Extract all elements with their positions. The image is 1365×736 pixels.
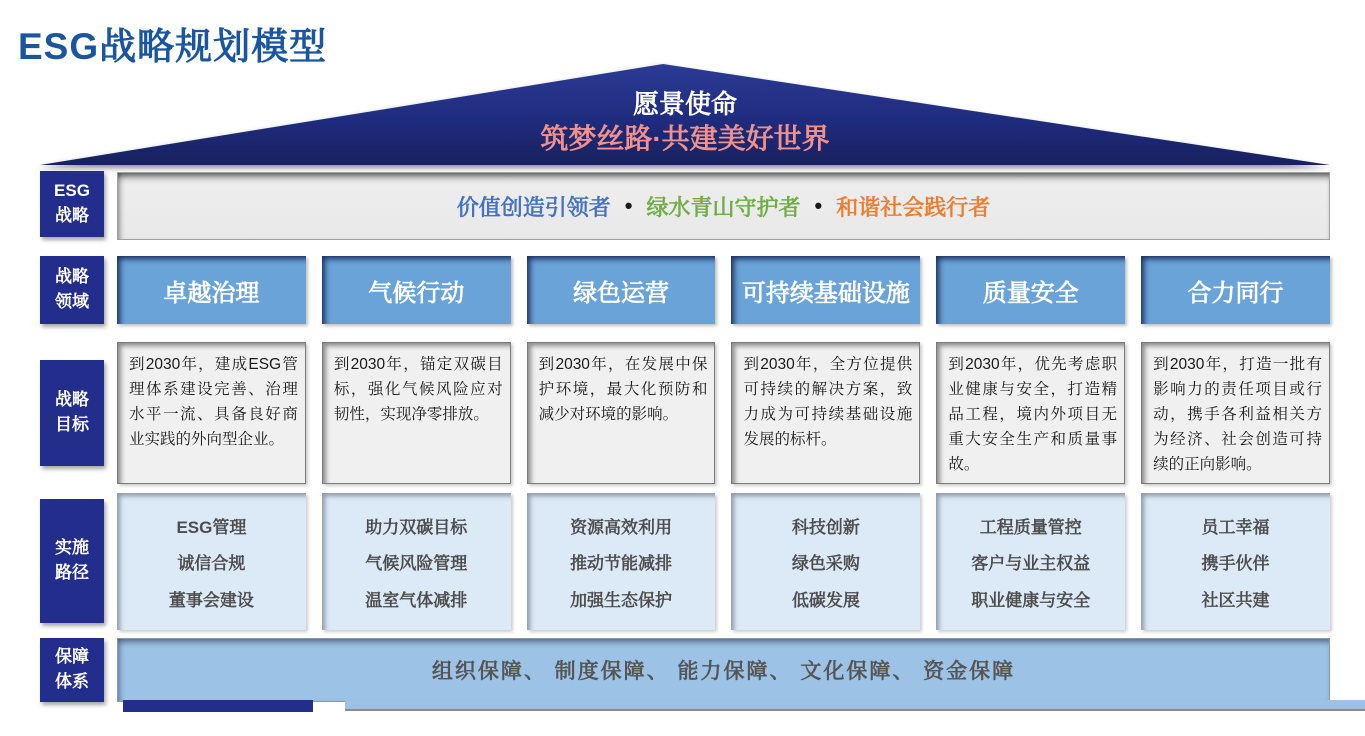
path-item: 携手伙伴 [1201,554,1270,573]
row-label-line: 领域 [55,292,89,311]
area-header-green-operations: 绿色运营 [527,256,716,324]
row-label-line: 战略 [55,206,89,225]
vision-mission-title: 愿景使命 [632,89,737,119]
strategy-green-mountain-guardian: 绿水青山守护者 [646,194,801,220]
path-item: 员工幸福 [1201,517,1270,537]
dot-separator: • [624,193,633,218]
strategy-value-creation-leader: 价值创造引领者 [456,194,611,220]
path-item: 职业健康与安全 [971,590,1091,610]
vision-mission-slogan: 筑梦丝路·共建美好世界 [540,122,830,154]
path-box [527,493,716,630]
row-label-line: 目标 [55,415,89,434]
partial-bottom-label-fragment [123,700,313,712]
path-item: 推动节能减排 [570,554,673,573]
assurance-system-band [117,638,1330,702]
path-item: 资源高效利用 [570,517,673,537]
row-label-implementation-paths [40,499,104,623]
goal-box: 到2030年，优先考虑职业健康与安全，打造精品工程，境内外项目无重大安全生产和质量事故。 [936,342,1125,484]
assurance-system-bar: 组织保障、 制度保障、 能力保障、 文化保障、 资金保障 [117,638,1330,702]
path-item: 气候风险管理 [365,554,468,573]
area-header-together-forward: 合力同行 [1141,256,1330,324]
path-box [117,493,306,630]
goal-box: 到2030年，全方位提供可持续的解决方案，致力成为可持续基础设施发展的标杆。 [731,342,920,484]
strategy-goals-band [117,342,1330,484]
row-label-esg-strategy [40,171,104,237]
row-label-line: 保障 [55,647,89,667]
area-header-quality-safety: 质量安全 [936,256,1125,324]
path-box [731,493,920,630]
area-header-climate-action: 气候行动 [322,256,511,324]
path-item: 工程质量管控 [979,517,1082,537]
path-item: 诚信合规 [177,554,246,573]
row-label-strategy-goals [40,360,104,466]
esg-strategy-band [117,172,1330,240]
implementation-paths-band [117,493,1330,630]
path-box [936,493,1125,630]
path-item: 社区共建 [1201,590,1270,610]
path-item: 客户与业主权益 [971,554,1091,573]
roof-text-block [40,88,1330,156]
row-label-line: 实施 [55,538,89,558]
path-item: 科技创新 [791,517,860,537]
goal-box: 到2030年，锚定双碳目标，强化气候风险应对韧性，实现净零排放。 [322,342,511,484]
area-header-sustainable-infrastructure: 可持续基础设施 [731,256,920,324]
path-item: 加强生态保护 [570,590,673,610]
page-title: ESG战略规划模型 [18,26,328,67]
row-label-line: 路径 [55,563,89,582]
row-label-line: ESG [54,181,90,201]
path-item: 绿色采购 [791,554,860,573]
row-label-assurance-system [40,638,104,702]
area-header-excellent-governance: 卓越治理 [117,256,306,324]
path-box [1141,493,1330,630]
path-item: 董事会建设 [168,590,254,610]
row-label-line: 战略 [55,267,89,287]
partial-bottom-bar-fragment [345,700,1365,711]
path-item: 助力双碳目标 [365,517,468,537]
row-label-strategy-areas [40,256,104,324]
row-label-line: 体系 [55,672,89,691]
dot-separator: • [814,193,823,218]
strategy-areas-band [117,256,1330,324]
goal-box: 到2030年，在发展中保护环境，最大化预防和减少对环境的影响。 [527,342,716,484]
path-item: 低碳发展 [791,590,860,610]
row-label-line: 战略 [55,390,89,410]
path-box [322,493,511,630]
path-item: ESG管理 [176,517,247,537]
goal-box: 到2030年，打造一批有影响力的责任项目或行动，携手各利益相关方为经济、社会创造可持续的正向影响。 [1141,342,1330,484]
esg-strategy-bar [117,172,1330,240]
vision-roof [40,64,1330,165]
strategy-harmonious-society-practitioner: 和谐社会践行者 [836,194,991,220]
path-item: 温室气体减排 [365,590,468,610]
goal-box: 到2030年，建成ESG管理体系建设完善、治理水平一流、具备良好商业实践的外向型企业。 [117,342,306,484]
